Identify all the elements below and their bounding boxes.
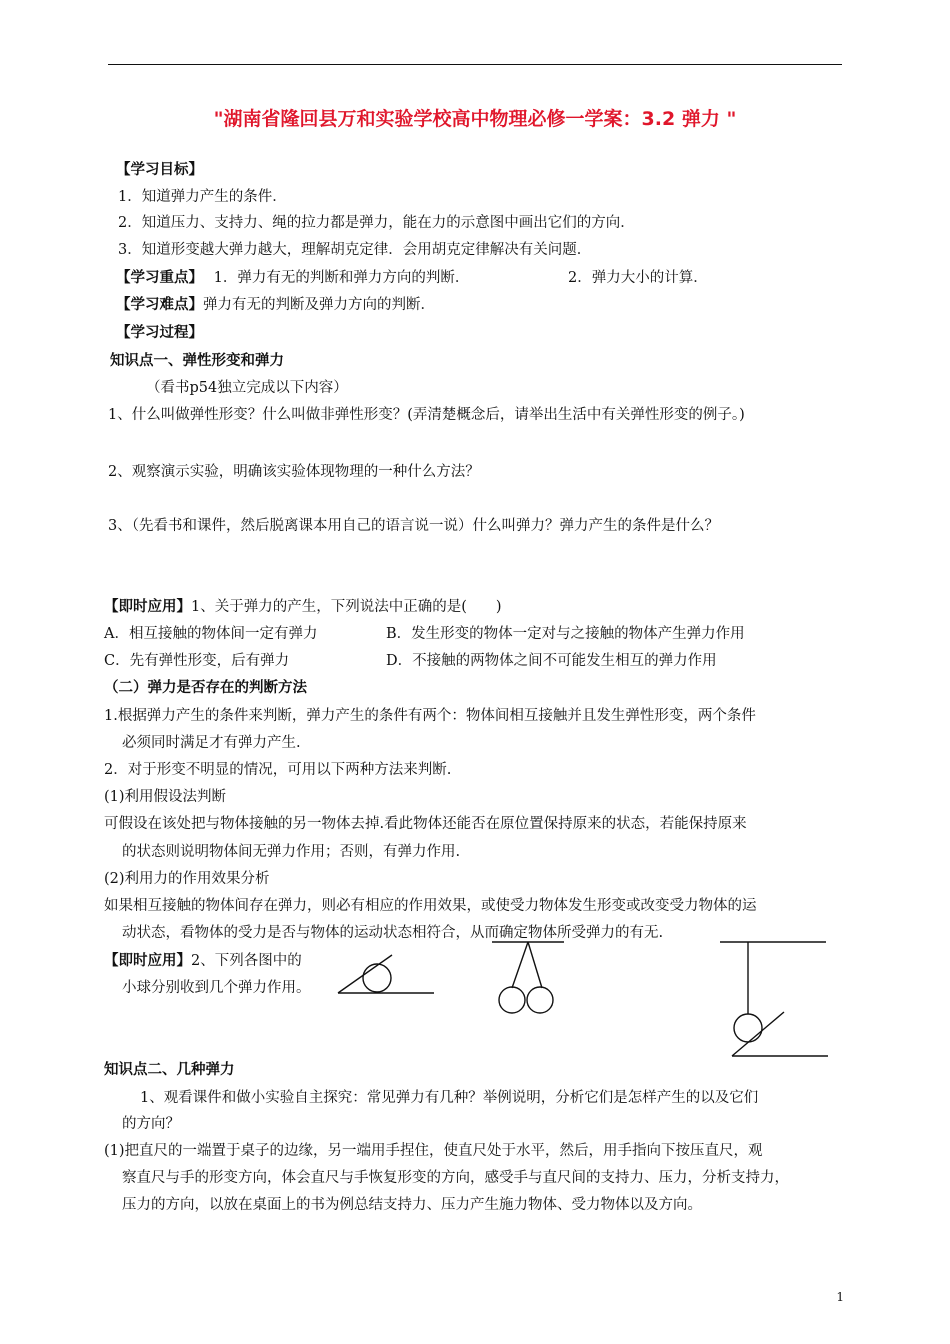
goal-item: 3．知道形变越大弹力越大，理解胡克定律．会用胡克定律解决有关问题． (118, 242, 592, 258)
section2-p2: 2．对于形变不明显的情况，可用以下两种方法来判断. (104, 762, 452, 778)
section3-q1b: 的方向？ (122, 1116, 180, 1132)
section2-heading: （二）弹力是否存在的判断方法 (104, 680, 307, 696)
section2-p1b: 必须同时满足才有弹力产生. (122, 735, 301, 751)
app2-text1: 2、下列各图中的 (191, 953, 302, 969)
section3-p1a: (1)把直尺的一端置于桌子的边缘，另一端用手捏住，使直尺处于水平，然后，用手指向下按压直尺，观 (104, 1143, 763, 1159)
section1-q1: 1、什么叫做弹性形变？什么叫做非弹性形变？(弄清楚概念后，请举出生活中有关弹性形变的例子。) (108, 407, 745, 423)
method-2-text-b: 动状态，看物体的受力是否与物体的运动状态相符合，从而确定物体所受弹力的有无. (122, 925, 664, 941)
goal-item: 1．知道弹力产生的条件． (118, 189, 287, 205)
key-point-2: 2．弹力大小的计算． (568, 270, 708, 286)
section1-heading: 知识点一、弹性形变和弹力 (110, 353, 284, 369)
app2-line (104, 951, 302, 971)
diagram-two-hanging-balls (488, 940, 568, 1015)
method-1-title: (1)利用假设法判断 (104, 789, 227, 805)
difficulty-text: 弹力有无的判断及弹力方向的判断． (203, 297, 435, 313)
section1-note: （看书p54独立完成以下内容） (146, 380, 348, 396)
option-a: A．相互接触的物体间一定有弹力 (104, 626, 318, 642)
option-c: C．先有弹性形变，后有弹力 (104, 653, 290, 669)
process-header: 【学习过程】 (116, 325, 203, 341)
method-2-text-a: 如果相互接触的物体间存在弹力，则必有相应的作用效果，或使受力物体发生形变或改变受力物体的运 (104, 898, 757, 914)
section1-q2: 2、观察演示实验，明确该实验体现物理的一种什么方法？ (108, 464, 480, 480)
section3-heading: 知识点二、几种弹力 (104, 1062, 235, 1078)
header-rule (108, 64, 842, 65)
section3-p1b: 察直尺与手的形变方向，体会直尺与手恢复形变的方向，感受手与直尺间的支持力、压力，分析支持力， (122, 1170, 789, 1186)
key-point-1: 1．弹力有无的判断和弹力方向的判断． (213, 270, 470, 286)
method-1-text-b: 的状态则说明物体间无弹力作用；否则，有弹力作用. (122, 844, 461, 860)
diagram-ball-string-incline (720, 940, 830, 1060)
difficulty-label: 【学习难点】 (116, 297, 203, 313)
method-2-title: (2)利用力的作用效果分析 (104, 871, 270, 887)
section3-q1a: 1、观看课件和做小实验自主探究：常见弹力有几种？举例说明，分析它们是怎样产生的以及它们 (140, 1090, 759, 1106)
goals-header: 【学习目标】 (116, 162, 203, 178)
section2-p1a: 1.根据弹力产生的条件来判断，弹力产生的条件有两个：物体间相互接触并且发生弹性形变，两个条件 (104, 708, 756, 724)
page-title: "湖南省隆回县万和实验学校高中物理必修一学案：3.2 弹力 " (213, 108, 737, 130)
app1-question-line (104, 597, 502, 617)
section1-q3: 3、（先看书和课件，然后脱离课本用自己的语言说一说）什么叫弹力？弹力产生的条件是什么？ (108, 518, 719, 534)
option-d: D．不接触的两物体之间不可能发生相互的弹力作用 (386, 653, 717, 669)
app1-label: 【即时应用】 (104, 599, 191, 615)
app2-text2: 小球分别收到几个弹力作用。 (122, 980, 311, 996)
goal-item: 2．知道压力、支持力、绳的拉力都是弹力，能在力的示意图中画出它们的方向． (118, 215, 635, 231)
method-1-text-a: 可假设在该处把与物体接触的另一物体去掉.看此物体还能否在原位置保持原来的状态，若能保持原来 (104, 816, 747, 832)
diagram-ball-incline (330, 950, 440, 1000)
key-points-line (116, 268, 469, 288)
key-points-label: 【学习重点】 (116, 270, 203, 286)
page-number: 1 (836, 1290, 844, 1304)
section3-p1c: 压力的方向，以放在桌面上的书为例总结支持力、压力产生施力物体、受力物体以及方向。 (122, 1197, 702, 1213)
app2-label: 【即时应用】 (104, 953, 191, 969)
app1-question: 1、关于弹力的产生，下列说法中正确的是( ) (191, 599, 502, 615)
option-b: B．发生形变的物体一定对与之接触的物体产生弹力作用 (386, 626, 745, 642)
difficulty-line (116, 295, 435, 315)
